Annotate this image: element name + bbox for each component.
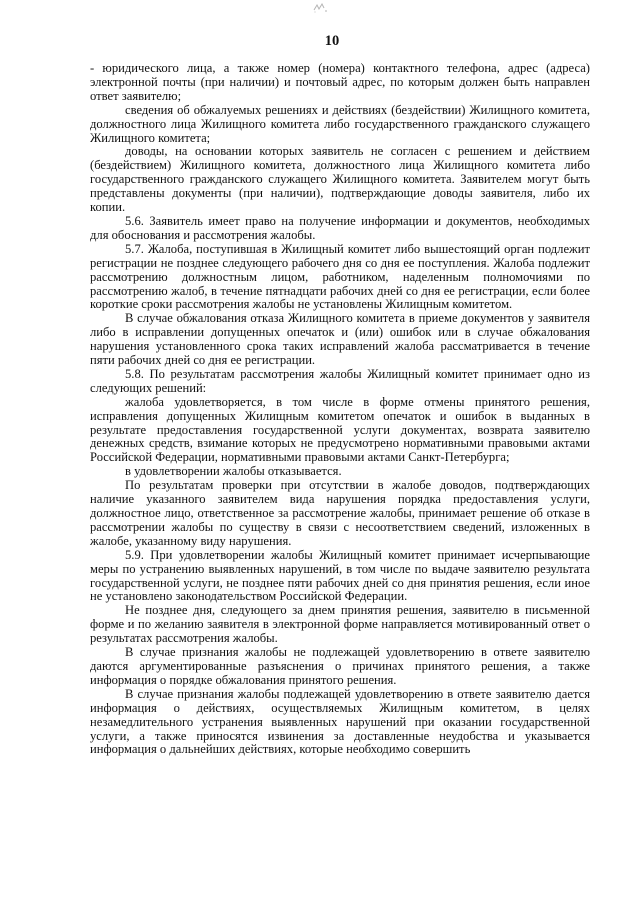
document-body [90,62,590,757]
paragraph: 5.8. По результатам рассмотрения жалобы Жилищный комитет принимает одно из следующих решений: [90,366,590,395]
paragraph: - юридического лица, а также номер (номера) контактного телефона, адрес (адреса) электронной почты (при наличии) и почтовый адрес, по которым должен быть направлен ответ заявителю; [90,61,590,103]
scan-artifact-mark [311,2,331,14]
paragraph: В случае обжалования отказа Жилищного комитета в приеме документов у заявителя либо в исправлении допущенных опечаток и (или) ошибок или в случае обжалования нарушения установленного срока таких исправлений жалоба рассматривается в течение пяти рабочих дней со дня ее регистрации. [90,311,590,368]
page-number: 10 [324,33,340,49]
paragraph: 5.6. Заявитель имеет право на получение информации и документов, необходимых для обоснования и рассмотрения жалобы. [90,213,590,242]
paragraph: жалоба удовлетворяется, в том числе в форме отмены принятого решения, исправления допущенных Жилищным комитетом опечаток и ошибок в выданных в результате предоставления государственной услуги документах, возврата заявителю денежных средств, взимание которых не предусмотрено нормативными правовыми актами Российской Федерации, нормативными правовыми актами Санкт-Петербурга; [90,394,590,465]
paragraph: В случае признания жалобы не подлежащей удовлетворению в ответе заявителю даются аргументированные разъяснения о причинах принятого решения, а также информация о порядке обжалования принятого решения. [90,645,590,687]
paragraph: По результатам проверки при отсутствии в жалобе доводов, подтверждающих наличие указанного заявителем вида нарушения порядка предоставления услуги, должностное лицо, ответственное за рассмотрение жалобы, принимает решение об отказе в рассмотрении жалобы по существу в связи с несоответствием сведений, изложенных в жалобе, указанному виду нарушения. [90,478,590,548]
paragraph: 5.9. При удовлетворении жалобы Жилищный комитет принимает исчерпывающие меры по устранению выявленных нарушений, в том числе по выдаче заявителю результата государственной услуги, не позднее пяти рабочих дней со дня принятия решения, если иное не установлено законодательством Российской Федерации. [90,547,590,604]
paragraph: 5.7. Жалоба, поступившая в Жилищный комитет либо вышестоящий орган подлежит регистрации не позднее следующего рабочего дня со дня ее поступления. Жалоба подлежит рассмотрению должностным лицом, работником, наделенным полномочиями по рассмотрению жалоб, в течение пятнадцати рабочих дней со дня ее регистрации, если более короткие сроки рассмотрения жалобы не установлены Жилищным комитетом. [90,241,590,312]
paragraph: В случае признания жалобы подлежащей удовлетворению в ответе заявителю дается информация о действиях, осуществляемых Жилищным комитетом, в целях незамедлительного устранения выявленных нарушений при оказании государственной услуги, а также приносятся извинения за доставленные неудобства и указывается информация о дальнейших действиях, которые необходимо совершить [90,686,590,757]
paragraph: доводы, на основании которых заявитель не согласен с решением и действием (бездействием) Жилищного комитета, должностного лица Жилищного комитета либо государственного гражданского служащего Жилищного комитета. Заявителем могут быть представлены документы (при наличии), подтверждающие доводы заявителя, либо их копии. [90,144,590,215]
paragraph: в удовлетворении жалобы отказывается. [125,464,342,479]
paragraph: Не позднее дня, следующего за днем принятия решения, заявителю в письменной форме и по желанию заявителя в электронной форме направляется мотивированный ответ о результатах рассмотрения жалобы. [90,603,590,646]
paragraph: сведения об обжалуемых решениях и действиях (бездействии) Жилищного комитета, должностного лица Жилищного комитета либо государственного гражданского служащего Жилищного комитета; [90,102,590,145]
